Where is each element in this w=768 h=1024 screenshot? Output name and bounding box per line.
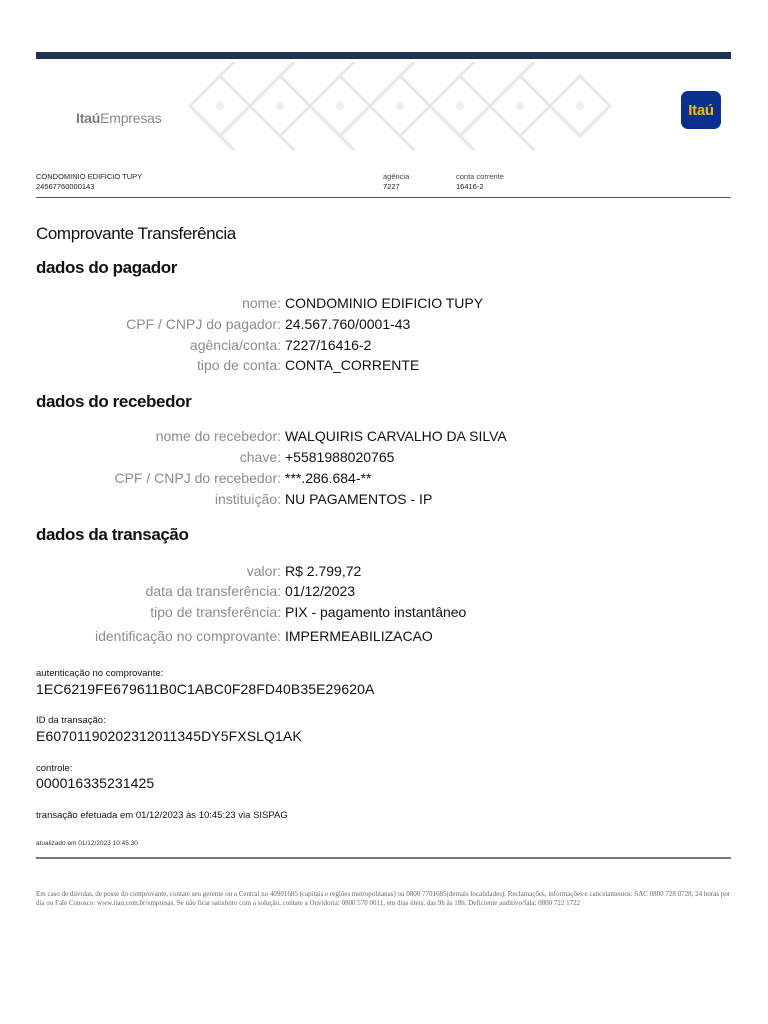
section-heading-pagador: dados do pagador	[36, 258, 177, 277]
field-label: instituição:	[214, 491, 281, 507]
field-row	[36, 581, 736, 601]
section-heading-transacao: dados da transação	[36, 525, 189, 544]
field-label: identificação no comprovante:	[95, 628, 281, 644]
page-title: Comprovante Transferência	[36, 224, 236, 243]
field-value: ***.286.684-**	[285, 470, 372, 486]
footer-divider	[36, 857, 731, 859]
field-row	[36, 489, 736, 509]
field-label: data da transferência:	[145, 583, 281, 599]
updated-timestamp: atualizado em 01/12/2023 10:45:30	[36, 840, 138, 847]
field-value: WALQUIRIS CARVALHO DA SILVA	[285, 428, 507, 444]
authentication-value: 1EC6219FE679611B0C1ABC0F28FD40B35E29620A	[36, 681, 375, 697]
field-label: nome:	[242, 295, 281, 311]
field-row	[36, 314, 736, 334]
account-label: conta corrente	[456, 172, 504, 181]
section-heading-recebedor: dados do recebedor	[36, 392, 192, 411]
field-row	[36, 355, 736, 375]
field-label: tipo de transferência:	[150, 604, 281, 620]
field-value: CONTA_CORRENTE	[285, 357, 420, 373]
transaction-performed: transação efetuada em 01/12/2023 às 10:45:23 via SISPAG	[36, 810, 288, 821]
control-value: 000016335231425	[36, 775, 155, 791]
account-value: 16416-2	[456, 181, 484, 191]
brand-part2: Empresas	[100, 110, 162, 126]
field-value: R$ 2.799,72	[285, 563, 362, 579]
company-document: 24567760000143	[36, 181, 95, 191]
field-label: CPF / CNPJ do recebedor:	[114, 470, 281, 486]
itau-logo: Itaú	[681, 91, 721, 129]
footer-disclaimer: Em caso de dúvidas, de posse do comprovante, contate seu gerente ou a Central no 40901685 (capitais e regiões metropolitanas) ou 0800 7701685(demais localidades). Reclamações, informações e cancelamentos: SAC 0800 728 0728, 24 horas por dia ou Fale Conosco: www.itau.com.br/empresas. Se não ficar satisfeito com a solução, contate a Ouvidoria: 0800 570 0011, em dias úteis, das 9h às 18h. Deficiente auditivo/fala: 0800 722 1722	[36, 890, 731, 907]
authentication-label: autenticação no comprovante:	[36, 668, 164, 679]
field-value: IMPERMEABILIZACAO	[285, 628, 433, 644]
field-value: 01/12/2023	[285, 583, 356, 599]
header-bar	[36, 52, 731, 59]
agency-block	[383, 172, 409, 191]
field-row	[36, 293, 736, 313]
field-row	[36, 602, 736, 622]
field-label: nome do recebedor:	[155, 428, 281, 444]
transaction-id-label: ID da transação:	[36, 715, 106, 726]
field-label: agência/conta:	[189, 337, 281, 353]
field-value: +5581988020765	[285, 449, 395, 465]
field-label: tipo de conta:	[196, 357, 281, 373]
transaction-id-value: E60701190202312011345DY5FXSLQ1AK	[36, 728, 302, 744]
field-row	[36, 447, 736, 467]
field-value: 24.567.760/0001-43	[285, 316, 411, 332]
field-row	[36, 335, 736, 355]
brand-name	[76, 110, 162, 126]
field-label: CPF / CNPJ do pagador:	[126, 316, 281, 332]
agency-label: agência	[383, 172, 410, 181]
control-label: controle:	[36, 763, 73, 774]
account-holder	[36, 172, 142, 191]
field-label: valor:	[246, 563, 281, 579]
field-row	[36, 561, 736, 581]
field-row	[36, 626, 736, 646]
brand-part1: Itaú	[76, 110, 101, 126]
agency-value: 7227	[383, 181, 400, 191]
field-row	[36, 468, 736, 488]
field-value: NU PAGAMENTOS - IP	[285, 491, 433, 507]
field-value: PIX - pagamento instantâneo	[285, 604, 467, 620]
background-pattern	[180, 62, 620, 150]
field-label: chave:	[239, 449, 281, 465]
field-row	[36, 426, 736, 446]
field-value: CONDOMINIO EDIFICIO TUPY	[285, 295, 484, 311]
header-divider	[36, 197, 731, 198]
company-name: CONDOMINIO EDIFICIO TUPY	[36, 172, 143, 181]
account-block	[456, 172, 504, 191]
field-value: 7227/16416-2	[285, 337, 372, 353]
